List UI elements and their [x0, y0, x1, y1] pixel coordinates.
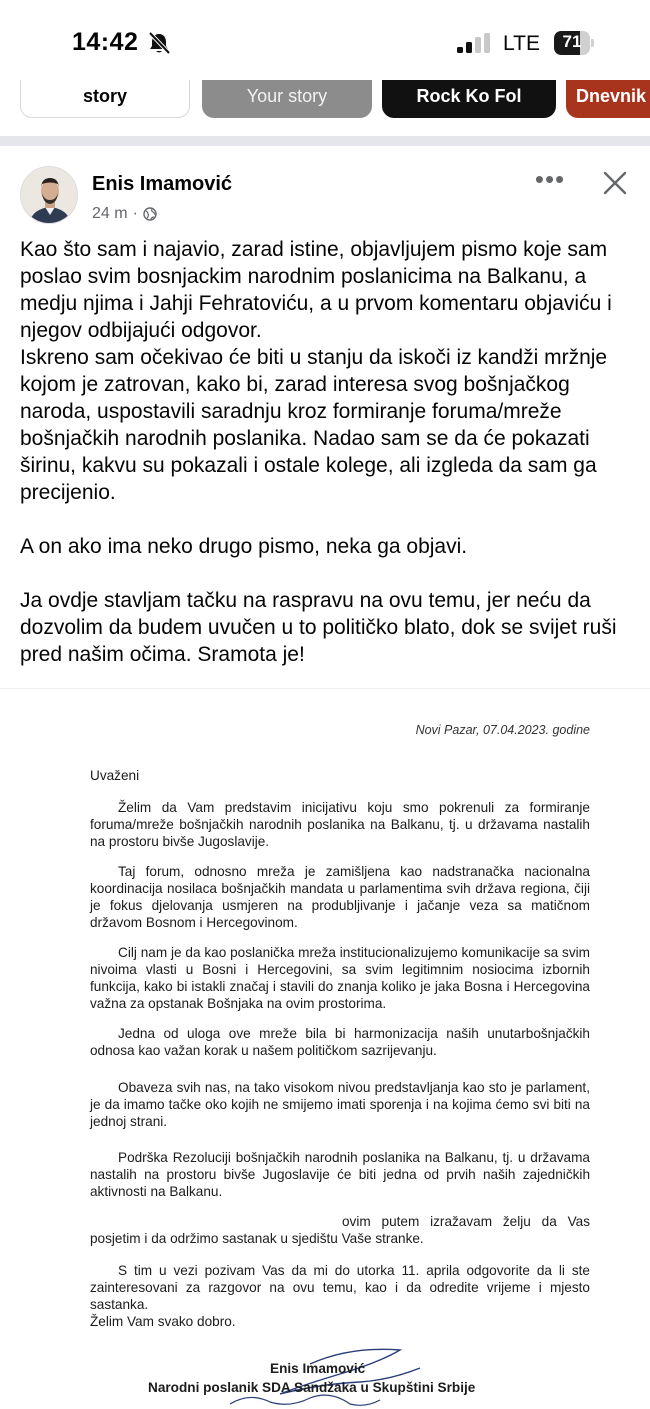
post-paragraph: Iskreno sam očekivao će biti u stanju da iskoči iz kandži mržnje kojom je zatrovan, kako bi, zarad interesa svog bošnjačkog naroda, uspostavili saradnju kroz formiranje foruma/mreže bošnjačkih narodnih poslanika. Nadao sam se da će pokazati širinu, kakvu su pokazali i ostale kolege, ali izgleda da sam ga precijenio.	[20, 346, 608, 504]
story-card-your-story[interactable]: Your story	[202, 80, 372, 118]
post-paragraph: Ja ovdje stavljam tačku na raspravu na ovu temu, jer neću da dozvolim da budem uvučen u to političko blato, dok se svijet ruši pred našim očima. Sramota je!	[20, 589, 617, 666]
letter-paragraph: ovim putem izražavam želju da Vas posjetim i da održimo sastanak u sjedištu Vaše stranke.	[90, 1214, 590, 1246]
letter-image[interactable]	[0, 688, 650, 1409]
feed-divider	[0, 136, 650, 146]
bell-slash-icon	[146, 31, 172, 55]
letter-paragraph: S tim u vezi pozivam Vas da mi do utorka 11. aprila odgovorite da li ste zainteresovani za razgovor na ovu temu, kao i da odredite vrijeme i mjesto sastanka.	[90, 1263, 590, 1312]
letter-paragraph: Cilj nam je da kao poslanička mreža institucionalizujemo komunikacije sa svim nivoima vlasti u Bosni i Hercegovini, sa svim legitimnim nosiocima izbornih funkcija, kako bi istakli značaj i stavili do znanja koliko je jaka Bosna i Hercegovina važna za opstanak Bošnjaka na ovim prostorima.	[90, 945, 590, 1011]
post-meta	[92, 205, 157, 223]
network-type: LTE	[503, 32, 540, 55]
letter-greeting: Uvaženi	[90, 768, 140, 783]
post-author[interactable]: Enis Imamović	[92, 173, 233, 195]
close-icon[interactable]	[600, 168, 630, 198]
letter-paragraph: Taj forum, odnosno mreža je zamišljena kao nadstranačka nacionalna koordinacija nosilaca bošnjačkih mandata u parlamentima svih država regiona, čiji je fokus djelovanja usmjeren na produbljivanje i jačanje veza sa matičnom državom Bosnom i Hercegovinom.	[90, 864, 590, 930]
meta-separator: ·	[132, 205, 138, 222]
story-card-rock[interactable]: Rock Ko Fol	[382, 80, 556, 118]
post-text	[20, 236, 635, 668]
globe-icon	[143, 207, 157, 221]
letter-paragraph: Jedna od uloga ove mreže bila bi harmonizacija naših unutarbošnjačkih odnosa kao važan korak u našem političkom sazrijevanju.	[90, 1026, 590, 1058]
status-bar	[0, 0, 650, 80]
story-card-dnevnik[interactable]: Dnevnik	[566, 80, 650, 118]
letter-paragraph: Podrška Rezoluciji bošnjačkih narodnih poslanika na Balkanu, tj. u državama nastalih na prostoru bivše Jugoslavije će biti jedna od prvih naših zajedničkih aktivnosti na Balkanu.	[90, 1150, 590, 1199]
post-time[interactable]: 24 m	[92, 205, 128, 222]
letter-paragraph: Obaveza svih nas, na tako visokom nivou predstavljanja kao sto je parlament, je da imamo tačke oko kojih ne smijemo imati sporenja i na kojima ćemo svi biti na jednoj strani.	[90, 1080, 590, 1129]
stories-strip[interactable]	[0, 80, 650, 122]
letter-date: Novi Pazar, 07.04.2023. godine	[415, 723, 590, 737]
more-dots-icon: •••	[534, 164, 566, 194]
battery-icon	[554, 31, 594, 55]
letter-paragraph: Želim da Vam predstavim inicijativu koju smo pokrenuli za formiranje foruma/mreže bošnjačkih narodnih poslanika na Balkanu, tj. u državama nastalih na prostoru bivše Jugoslavije.	[90, 800, 590, 849]
avatar-image	[21, 167, 78, 224]
signal-bars-icon	[456, 33, 492, 53]
signature-name: Enis Imamović	[270, 1361, 366, 1376]
battery-level: 71	[562, 32, 582, 51]
avatar[interactable]	[20, 166, 78, 224]
more-options-button[interactable]	[532, 164, 568, 194]
letter-closing: Želim Vam svako dobro.	[90, 1314, 236, 1329]
status-time: 14:42	[72, 28, 139, 56]
post-paragraph: A on ako ima neko drugo pismo, neka ga objavi.	[20, 535, 468, 558]
post-paragraph: Kao što sam i najavio, zarad istine, objavljujem pismo koje sam poslao svim bosnjackim narodnim poslanicima na Balkanu, a medju njima i Jahji Fehratoviću, a u prvom komentaru objaviću i njegov odbijajući odgovor.	[20, 238, 612, 342]
signature-title: Narodni poslanik SDA Sandžaka u Skupštini Srbije	[148, 1380, 476, 1395]
story-card-create[interactable]: story	[20, 80, 190, 118]
